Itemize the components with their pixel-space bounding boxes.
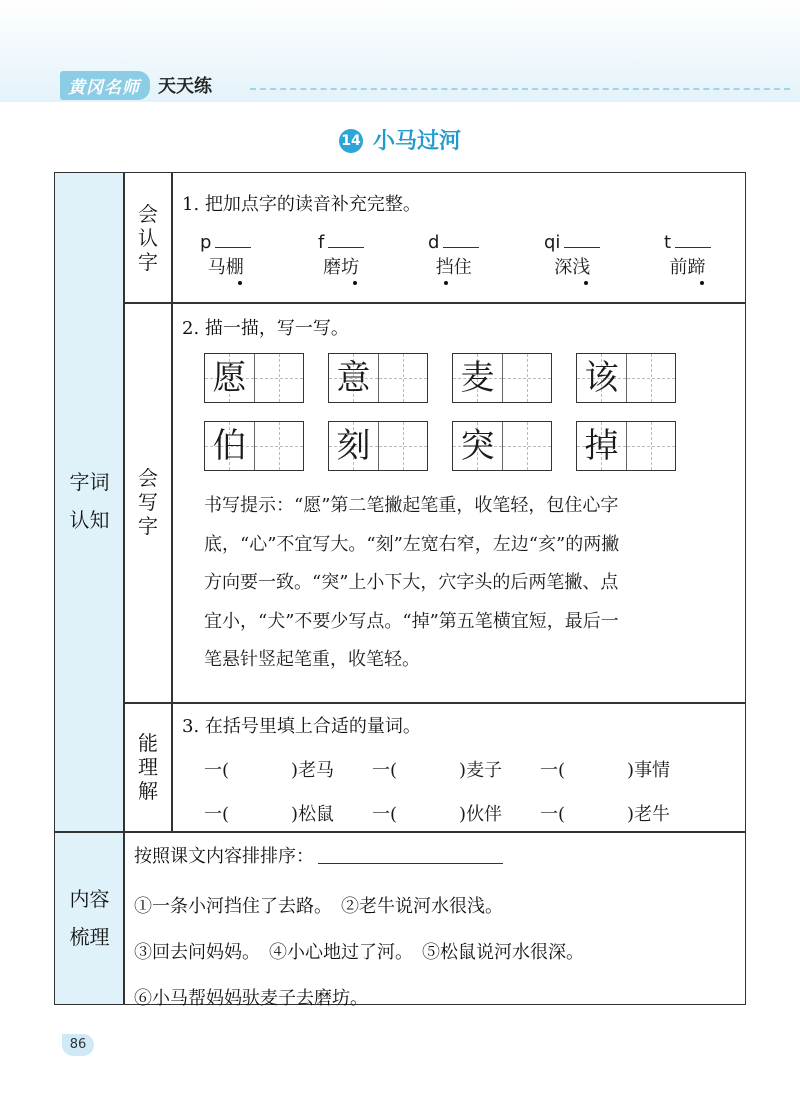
lesson-title: [0, 124, 800, 155]
mw-close: ): [291, 760, 299, 781]
order-option-line: ③回去问妈妈。 ④小心地过了河。 ⑤松鼠说河水很深。: [134, 942, 584, 963]
row-label-char: 会: [138, 202, 158, 226]
pinyin-word-text: 磨坊: [323, 257, 360, 278]
row-label-write: [135, 466, 161, 538]
model-char: 愿: [212, 358, 247, 398]
measure-word-row: [204, 756, 708, 782]
measure-word-item: [372, 756, 540, 782]
row-label-char: 认: [138, 226, 158, 250]
order-prompt-text: 按照课文内容排排序：: [134, 846, 314, 867]
side-label-line: 字词: [69, 470, 110, 494]
header-divider: [250, 88, 790, 90]
row-label-char: 写: [138, 490, 158, 514]
row-label-char: 理: [138, 755, 158, 779]
hint-line: 笔悬针竖起笔重，收笔轻。: [204, 649, 420, 670]
pinyin-blank[interactable]: [443, 233, 479, 248]
measure-word-item: [540, 756, 708, 782]
pinyin-initial: qi: [544, 232, 561, 253]
divider: [123, 702, 746, 704]
pinyin-word-text: 前蹄: [669, 257, 706, 278]
practice-cell[interactable]: [254, 354, 303, 402]
brand-logo: 黄冈名师: [60, 71, 150, 100]
row-label-char: 解: [138, 779, 158, 803]
q3-prompt: 3. 在括号里填上合适的量词。: [182, 716, 421, 737]
practice-cell[interactable]: [502, 354, 551, 402]
divider: [54, 831, 746, 833]
row-label-char: 字: [138, 514, 158, 538]
order-options: [134, 884, 584, 1022]
order-option-line: ⑥小马帮妈妈驮麦子去磨坊。: [134, 988, 368, 1009]
pinyin-blank[interactable]: [215, 233, 251, 248]
practice-cell[interactable]: [626, 422, 675, 470]
section-label-content-review: [55, 880, 124, 956]
writing-box: [204, 353, 304, 403]
hint-line: 书写提示：“愿”第二笔撇起笔重，收笔轻，包住心字: [204, 495, 619, 516]
mw-prefix: 一(: [372, 760, 398, 781]
emphasis-dot: [238, 281, 242, 285]
mw-noun: 老牛: [634, 804, 671, 825]
pinyin-item: [318, 232, 364, 279]
divider: [171, 172, 173, 832]
writing-box: [576, 421, 676, 471]
writing-hint: [204, 487, 744, 680]
model-char: 伯: [212, 426, 247, 466]
row-label-char: 会: [138, 466, 158, 490]
mw-noun: 伙伴: [466, 804, 503, 825]
pinyin-initial: f: [318, 232, 325, 253]
practice-cell[interactable]: [502, 422, 551, 470]
side-label-line: 梳理: [69, 925, 110, 949]
measure-word-item: [372, 800, 540, 826]
pinyin-blank[interactable]: [675, 233, 711, 248]
model-cell: [453, 422, 502, 470]
lesson-number-badge: 14: [339, 129, 363, 153]
order-answer-line[interactable]: [318, 845, 503, 864]
measure-word-item: [204, 756, 372, 782]
row-label-char: 能: [138, 731, 158, 755]
section-label-word-knowledge: [55, 463, 124, 539]
brand-subtitle: 天天练: [158, 76, 212, 97]
model-cell: [577, 422, 626, 470]
pinyin-blank[interactable]: [328, 233, 364, 248]
pinyin-initial: d: [428, 232, 440, 253]
side-label-line: 认知: [69, 508, 110, 532]
model-char: 意: [336, 358, 371, 398]
model-char: 突: [460, 426, 495, 466]
mw-noun: 老马: [298, 760, 335, 781]
divider: [123, 302, 746, 304]
pinyin-initial: p: [200, 232, 212, 253]
q2-prompt: 2. 描一描，写一写。: [182, 318, 349, 339]
row-label-recognize: [135, 202, 161, 274]
mw-close: ): [459, 804, 467, 825]
pinyin-item: [200, 232, 251, 279]
practice-cell[interactable]: [626, 354, 675, 402]
mw-close: ): [627, 804, 635, 825]
writing-box: [452, 353, 552, 403]
measure-word-item: [204, 800, 372, 826]
writing-box: [328, 353, 428, 403]
writing-box: [576, 353, 676, 403]
pinyin-word-text: 深浅: [554, 257, 591, 278]
row-label-understand: [135, 731, 161, 803]
model-cell: [205, 422, 254, 470]
model-char: 刻: [336, 426, 371, 466]
mw-close: ): [627, 760, 635, 781]
hint-line: 宜小，“犬”不要少写点。“掉”第五笔横宜短，最后一: [204, 610, 619, 632]
pinyin-word-text: 马棚: [207, 257, 244, 278]
pinyin-word: [208, 253, 244, 279]
pinyin-blank[interactable]: [564, 233, 600, 248]
emphasis-dot: [700, 281, 704, 285]
model-cell: [329, 422, 378, 470]
mw-prefix: 一(: [204, 804, 230, 825]
brand-header: [60, 72, 212, 98]
practice-cell[interactable]: [254, 422, 303, 470]
writing-box: [328, 421, 428, 471]
pinyin-word-text: 挡住: [435, 257, 472, 278]
row-label-char: 字: [138, 250, 158, 274]
model-cell: [453, 354, 502, 402]
pinyin-item: [544, 232, 600, 279]
pinyin-initial: t: [664, 232, 672, 253]
pinyin-word: [554, 253, 590, 279]
pinyin-item: [664, 232, 711, 279]
page-number: 86: [62, 1034, 94, 1056]
pinyin-word: [323, 253, 359, 279]
practice-cell[interactable]: [378, 354, 427, 402]
model-cell: [329, 354, 378, 402]
order-option-line: ①一条小河挡住了去路。 ②老牛说河水很浅。: [134, 896, 503, 917]
model-char: 该: [584, 358, 619, 398]
model-cell: [205, 354, 254, 402]
hint-line: 底，“心”不宜写大。“刻”左宽右窄，左边“亥”的两撇: [204, 533, 620, 555]
side-label-line: 内容: [69, 887, 110, 911]
mw-prefix: 一(: [204, 760, 230, 781]
mw-prefix: 一(: [372, 804, 398, 825]
practice-cell[interactable]: [378, 422, 427, 470]
order-prompt: [134, 842, 503, 868]
mw-noun: 松鼠: [298, 804, 335, 825]
pinyin-word: [670, 253, 706, 279]
lesson-title-text: 小马过河: [372, 129, 461, 154]
model-char: 掉: [584, 426, 619, 466]
writing-box: [452, 421, 552, 471]
pinyin-item: [428, 232, 479, 279]
mw-noun: 麦子: [466, 760, 503, 781]
model-char: 麦: [460, 358, 495, 398]
writing-box: [204, 421, 304, 471]
model-cell: [577, 354, 626, 402]
hint-line: 方向要一致。“突”上小下大，穴字头的后两笔撇、点: [204, 572, 619, 593]
mw-noun: 事情: [634, 760, 671, 781]
q1-prompt: 1. 把加点字的读音补充完整。: [182, 194, 421, 215]
measure-word-item: [540, 800, 708, 826]
mw-close: ): [459, 760, 467, 781]
mw-close: ): [291, 804, 299, 825]
pinyin-word: [436, 253, 472, 279]
emphasis-dot: [444, 281, 448, 285]
measure-word-row: [204, 800, 708, 826]
mw-prefix: 一(: [540, 760, 566, 781]
mw-prefix: 一(: [540, 804, 566, 825]
